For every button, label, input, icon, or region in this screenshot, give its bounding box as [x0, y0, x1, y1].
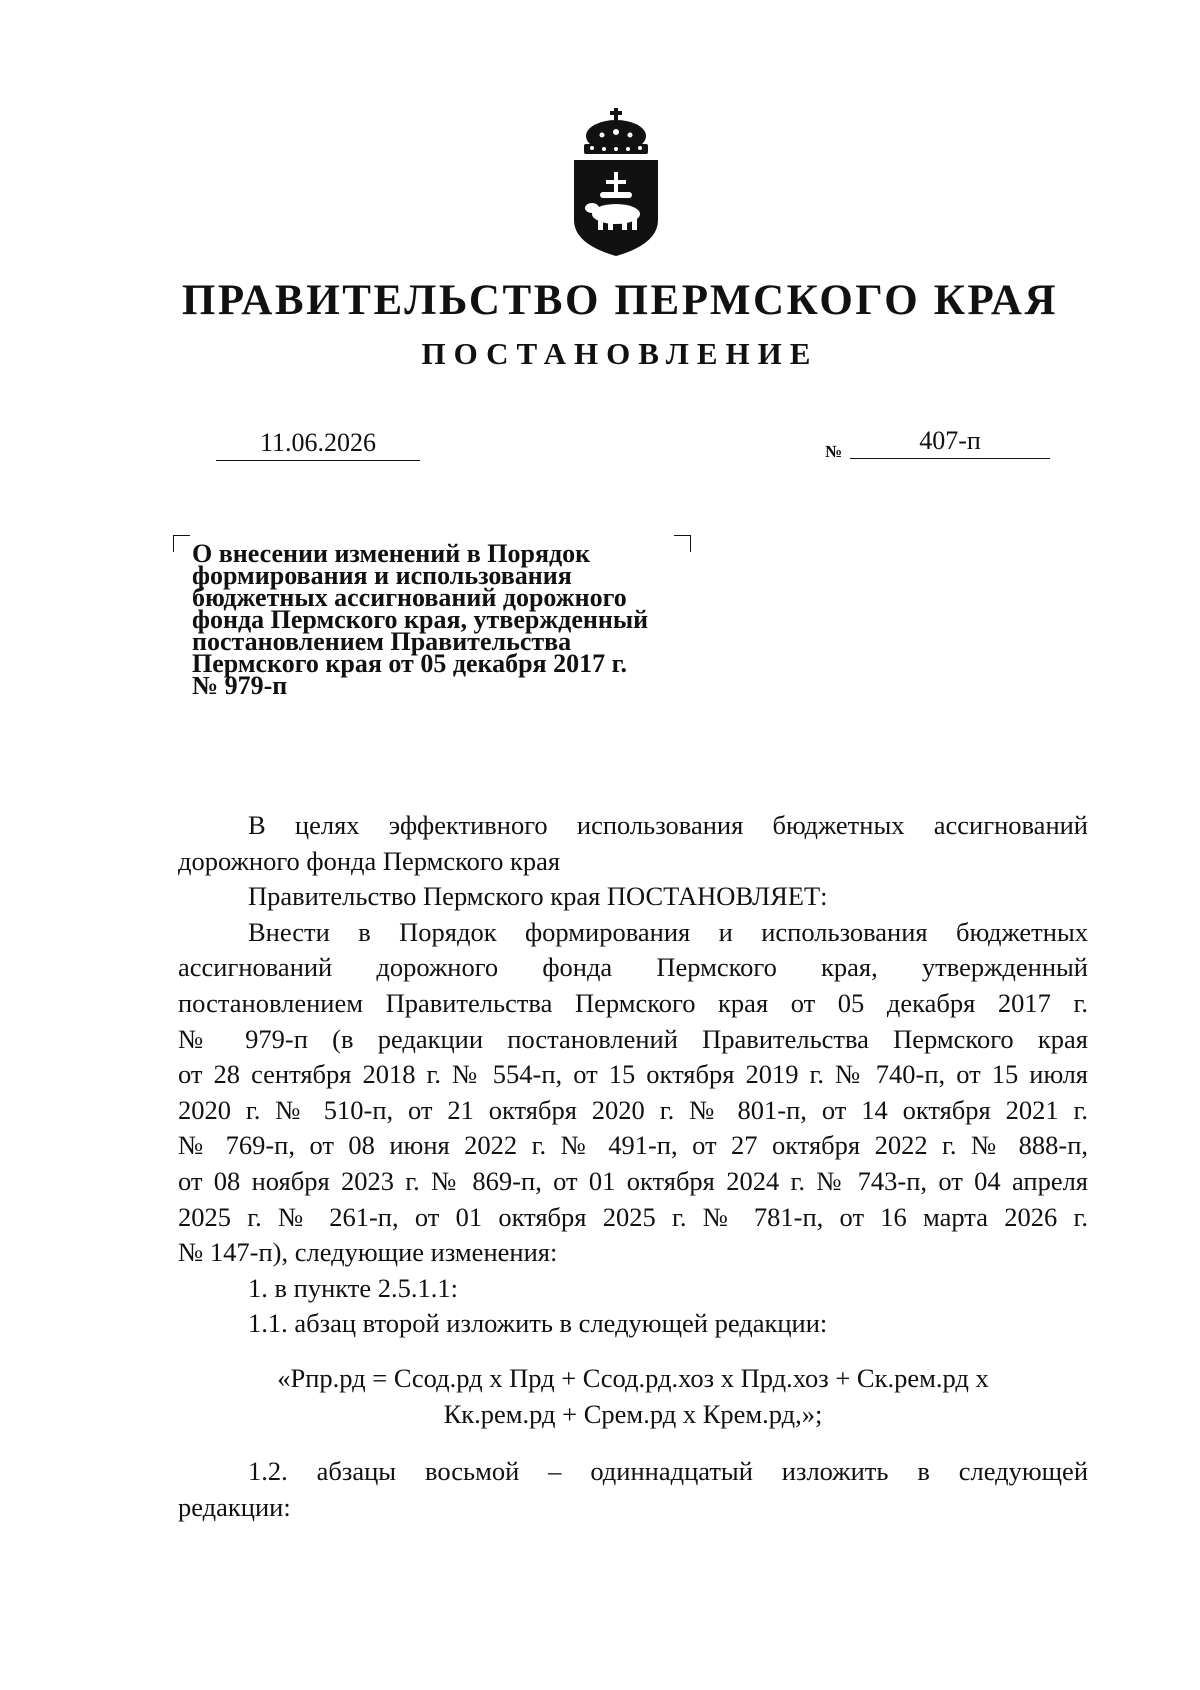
document-number: 407-п: [850, 424, 1050, 459]
subject-line: Пермского края от 05 декабря 2017 г.: [192, 649, 627, 678]
subject-line: формирования и использования: [192, 561, 572, 590]
perm-krai-coat-of-arms-icon: [570, 108, 662, 258]
subject-corner-left: [173, 535, 190, 552]
subject-line: постановлением Правительства: [192, 627, 572, 656]
paragraph-amend-line: от 28 сентября 2018 г. № 554-п, от 15 октября 2019 г. № 740-п, от 15 июля: [178, 1059, 1088, 1090]
document-type: ПОСТАНОВЛЕНИЕ: [421, 336, 819, 371]
paragraph-amend-line: № 769-п, от 08 июня 2022 г. № 491-п, от 27 октября 2022 г. № 888-п,: [178, 1130, 1088, 1161]
paragraph-resolves: Правительство Пермского края ПОСТАНОВЛЯЕТ:: [248, 881, 828, 912]
paragraph-purpose-line: В целях эффективного использования бюджетных ассигнований: [248, 810, 1088, 840]
list-item-1-2-line: 1.2. абзацы восьмой – одиннадцатый изложить в следующей: [248, 1455, 1088, 1486]
paragraph-amend-line: № 147-п), следующие изменения:: [178, 1237, 558, 1268]
list-item-1: 1. в пункте 2.5.1.1:: [248, 1272, 458, 1303]
government-title: ПРАВИТЕЛЬСТВО ПЕРМСКОГО КРАЯ: [181, 277, 1059, 324]
paragraph-amend-line: от 08 ноября 2023 г. № 869-п, от 01 октября 2024 г. № 743-п, от 04 апреля: [178, 1165, 1088, 1196]
number-sign: №: [825, 442, 843, 461]
document-subject: [192, 539, 712, 700]
paragraph-purpose-line: дорожного фонда Пермского края: [178, 845, 561, 876]
formula: [178, 1360, 1088, 1432]
document-body: [178, 808, 1088, 1525]
paragraph-amend-line: 2025 г. № 261-п, от 01 октября 2025 г. № 781-п, от 16 марта 2026 г.: [178, 1201, 1088, 1232]
subject-line: фонда Пермского края, утвержденный: [192, 605, 649, 634]
subject-line: бюджетных ассигнований дорожного: [192, 583, 627, 612]
paragraph-amend-line: 2020 г. № 510-п, от 21 октября 2020 г. № 801-п, от 14 октября 2021 г.: [178, 1094, 1088, 1125]
formula-line: «Рпр.рд = Ссод.рд х Прд + Ссод.рд.хоз х Прд.хоз + Ск.рем.рд х: [277, 1362, 989, 1393]
subject-line: № 979-п: [192, 671, 288, 700]
subject-line: О внесении изменений в Порядок: [192, 539, 591, 568]
document-date: 11.06.2026: [216, 426, 420, 461]
formula-line: Кк.рем.рд + Срем.рд х Крем.рд,»;: [443, 1398, 823, 1429]
paragraph-amend-line: Внести в Порядок формирования и использования бюджетных: [248, 916, 1088, 947]
list-item-1-2-line: редакции:: [178, 1491, 291, 1522]
paragraph-amend-line: постановлением Правительства Пермского края от 05 декабря 2017 г.: [178, 987, 1088, 1018]
paragraph-amend-line: № 979-п (в редакции постановлений Правительства Пермского края: [178, 1023, 1088, 1054]
list-item-1-1: 1.1. абзац второй изложить в следующей редакции:: [248, 1308, 828, 1339]
paragraph-amend-line: ассигнований дорожного фонда Пермского края, утвержденный: [178, 952, 1088, 983]
